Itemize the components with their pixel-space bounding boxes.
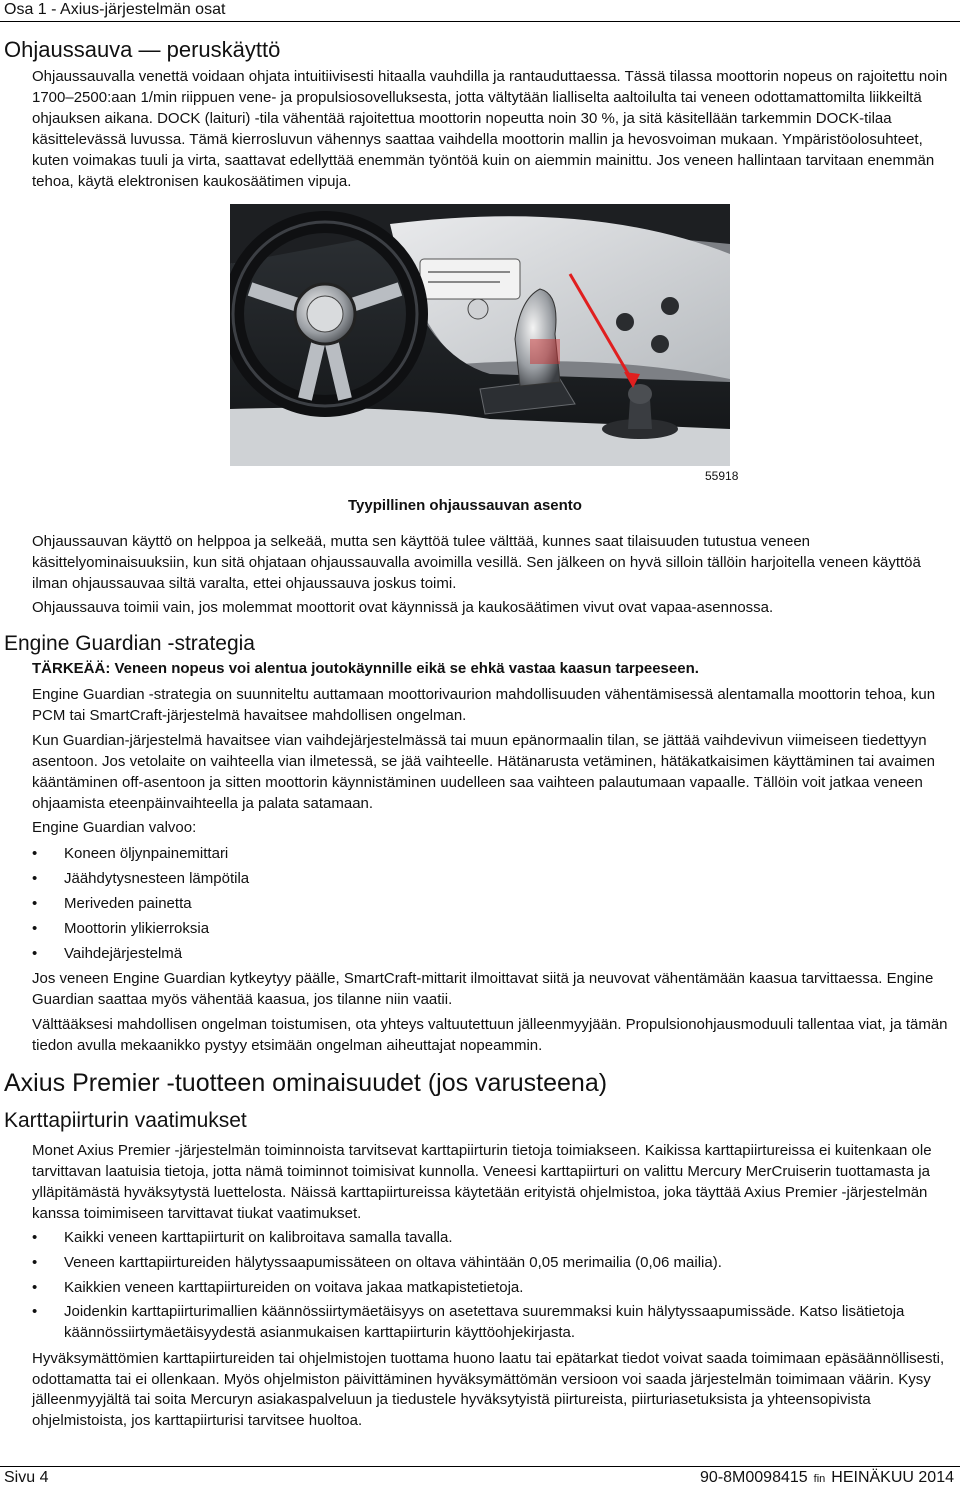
document-code: 90-8M0098415 — [700, 1469, 808, 1486]
list-item: • Vaihdejärjestelmä — [32, 943, 950, 964]
joystick-intro-paragraph: Ohjaussauvalla venettä voidaan ohjata intuitiivisesti hitaalla vauhdilla ja rantauduttaessa. Tässä tilassa moottorin nopeus on rajoitettu noin 1700–2500:aan 1/min riippuen vene- ja propulsiosovelluksesta, jotta vältytään lialliselta aaltoilulta tai veneen odottamattomilta liikkeiltä ohjauksen aikana. DOCK (laituri) -tila vähentää rajoitettua moottorin nopeutta noin 30 %, ja sitä käsitellään tarkemmin DOCK-tilaa käsittelevässä luvussa. Tämä kierrosluvun vähennys saattaa vaihdella moottorin mallin ja hevosvoiman mukaan. Ympäristöolosuhteet, kuten voimakas tuuli ja virta, saattavat edellyttää enemmän työntöä kuin on aiemmin mainittu. Jos veneen hallintaan tarvitaan enemmän tehoa, käytä elektronisen kaukosäätimen vipuja. — [32, 68, 948, 190]
list-item: • Joidenkin karttapiirturimallien käännössiirtymäetäisyys on asetettava suuremmaksi kuin hälytyssaapumissäde. Katso lisätietoja käännössiirtymäetäisyydestä asianmukaisen karttapiirturin käyttöohjekirjasta. — [32, 1301, 950, 1343]
engine-guardian-paragraph-1: Engine Guardian -strategia on suunniteltu auttamaan moottorivaurion mahdollisuuden vähentämisessä alentamalla moottorin tehoa, kun PCM tai SmartCraft-järjestelmä havaitsee mahdollisen ongelman. — [32, 686, 936, 724]
section-title-joystick: Ohjaussauva — peruskäyttö — [4, 37, 281, 62]
page-number: Sivu 4 — [4, 1469, 49, 1486]
page-header-title: Osa 1 - Axius-järjestelmän osat — [4, 1, 226, 18]
engine-guardian-paragraph-3: Jos veneen Engine Guardian kytkeytyy päälle, SmartCraft-mittarit ilmoittavat siitä ja neuvovat vähentämään kaasua tarvittaessa. Engine Guardian saattaa myös vähentää kaasua, jos tilanne niin vaatii. — [32, 970, 934, 1008]
figure-caption: Tyypillinen ohjaussauvan asento — [348, 497, 582, 514]
list-item: • Moottorin ylikierroksia — [32, 918, 950, 939]
subsection-title-chartplotter: Karttapiirturin vaatimukset — [4, 1109, 247, 1132]
section-title-axius-premier: Axius Premier -tuotteen ominaisuudet (jos varusteena) — [4, 1069, 608, 1097]
footer-rule — [0, 1466, 960, 1467]
list-item: • Kaikki veneen karttapiirturit on kalibroitava samalla tavalla. — [32, 1227, 950, 1248]
list-item: • Jäähdytysnesteen lämpötila — [32, 868, 950, 889]
joystick-requirement-paragraph: Ohjaussauva toimii vain, jos molemmat moottorit ovat käynnissä ja kaukosäätimen vivut ovat vapaa-asennossa. — [32, 599, 774, 616]
publication-date: HEINÄKUU 2014 — [831, 1469, 954, 1486]
chartplotter-paragraph-1: Monet Axius Premier -järjestelmän toiminnoista tarvitsevat karttapiirturin tietoja toimiakseen. Kaikissa karttapiirtureissa ei kuitenkaan ole tarvittavan laatuisia tietoja, jotta nämä toiminnot toimisivat kunnolla. Veneesi karttapiirturi on valittu Mercury MerCruiserin tuottamasta ja ylläpitämästä hyväksytystä luettelosta. Näissä karttapiirtureissa käytetään erityistä ohjelmistoa, joka täyttää Axius Premier -järjestelmän kanssa toimimiseen tarvittavat tiukat vaatimukset. — [32, 1142, 932, 1222]
engine-guardian-monitors-label: Engine Guardian valvoo: — [32, 819, 197, 836]
joystick-usage-paragraph: Ohjaussauvan käyttö on helppoa ja selkeää, mutta sen käyttöä tulee välttää, kunnes saat tilaisuuden tutustua veneen käsittelyominaisuuksiin, kun sitä ohjataan ohjaussauvalla avoimilla vesillä. Sen jälkeen on hyvä silloin tällöin harjoitella veneen käyttöä ilman ohjaussauvaa siltä varalta, ettei ohjaussauva joskus toimi. — [32, 533, 921, 592]
figure-number: 55918 — [705, 469, 739, 483]
section-title-engine-guardian: Engine Guardian -strategia — [4, 632, 255, 655]
language-code: fin — [813, 1473, 826, 1485]
chartplotter-paragraph-2: Hyväksymättömien karttapiirtureiden tai ohjelmistojen tuottama huono laatu tai epätarkat tiedot voivat saada toimimaan epäsäännöllisesti, odottamatta tai ei ollenkaan. Myös ohjelmiston päivittäminen hyväksymättömän versioon voi saada järjestelmän toimimaan väärin. Kysy jälleenmyyjältä tai soita Mercuryn asiakaspalveluun ja tiedustele hyväksytyistä piirtureista, piirturiasetuksista ja yhteensopivista ohjelmistoista, jos karttapiirturisi tarvitsee huoltoa. — [32, 1350, 945, 1429]
list-item: • Veneen karttapiirtureiden hälytyssaapumissäteen on oltava vähintään 0,05 merimailia (0,06 mailia). — [32, 1252, 950, 1273]
page-header — [0, 0, 960, 22]
footer-doc-info — [700, 1469, 954, 1486]
list-item: • Kaikkien veneen karttapiirtureiden on voitava jakaa matkapistetietoja. — [32, 1277, 950, 1298]
list-item: • Koneen öljynpainemittari — [32, 843, 950, 864]
engine-guardian-paragraph-4: Välttääksesi mahdollisen ongelman toistumisen, ota yhteys valtuutettuun jälleenmyyjään. Propulsionohjausmoduuli tallentaa viat, ja tämän tiedon avulla mekaanikko pystyy etsimään ongelman aiheuttajat nopeammin. — [32, 1016, 948, 1054]
important-notice: TÄRKEÄÄ: Veneen nopeus voi alentua joutokäynnille eikä se ehkä vastaa kaasun tarpeeseen. — [32, 660, 699, 677]
engine-guardian-paragraph-2: Kun Guardian-järjestelmä havaitsee vian vaihdejärjestelmässä tai muun epänormaalin tilan, se jättää vaihdevivun viimeiseen tiedettyyn asentoon. Jos vetolaite on vaihteella vian ilmetessä, se jää vaihteelle. Hätänarusta vetäminen, hätäkatkaisimen käyttäminen tai avaimen kääntäminen off-asentoon ja sitten moottorin käynnistäminen uudelleen saa vaihteen palautumaan vapaalle. Tällöin voit jatkaa veneen ohjaamista eteenpäinvaihteella ja palata satamaan. — [32, 732, 936, 812]
joystick-photo — [230, 204, 730, 466]
list-item: • Meriveden painetta — [32, 893, 950, 914]
